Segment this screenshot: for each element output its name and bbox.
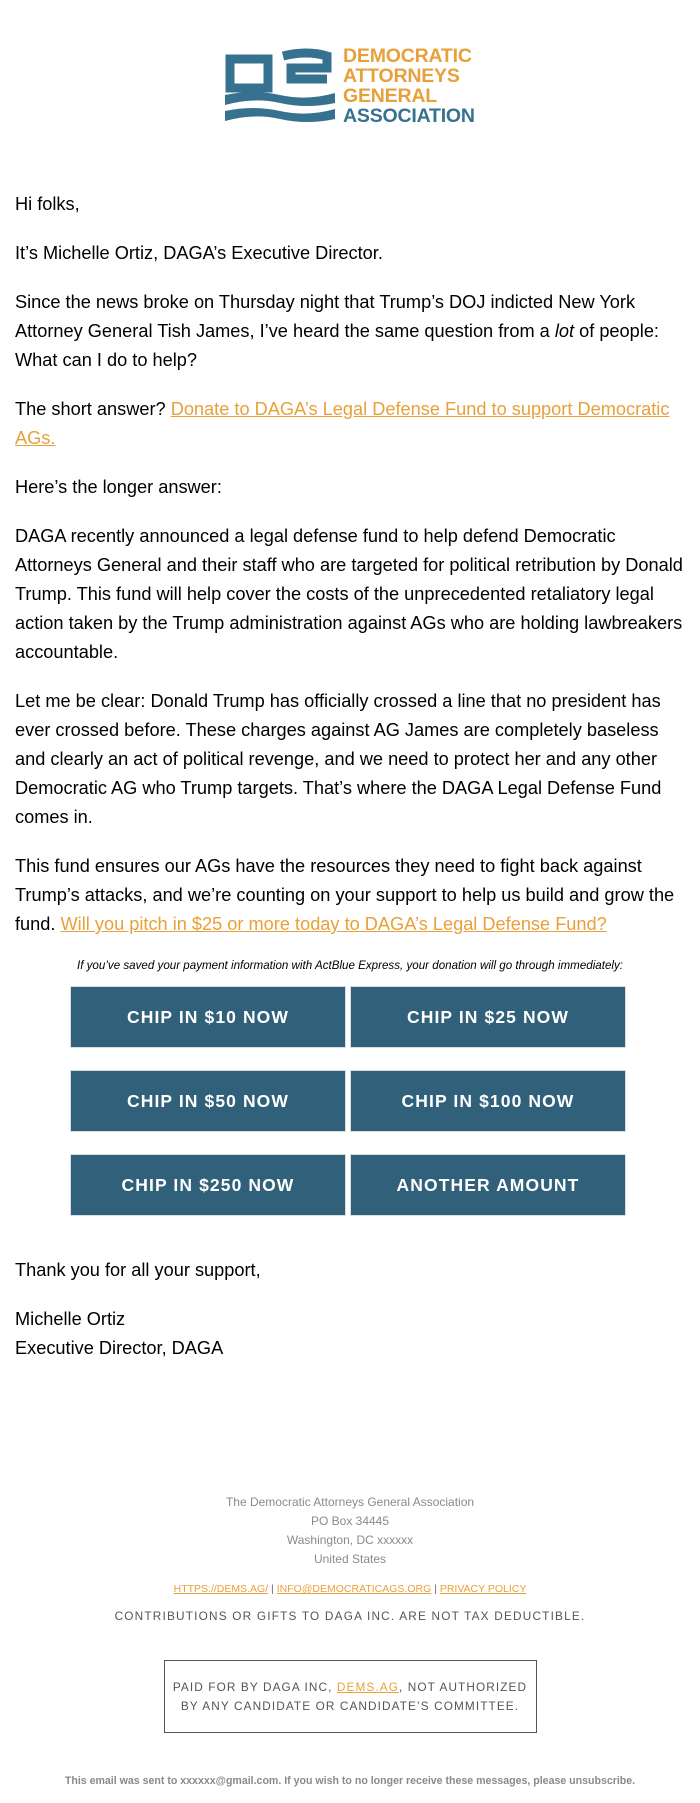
- privacy-policy-link[interactable]: PRIVACY POLICY: [439, 1583, 527, 1595]
- logo-wordmark: [343, 46, 475, 126]
- paid-for-text-end: , NOT AUTHORIZED: [399, 1679, 528, 1694]
- tax-disclaimer: CONTRIBUTIONS OR GIFTS TO DAGA INC. ARE NOT TAX DEDUCTIBLE.: [114, 1609, 586, 1623]
- signature-name: Michelle Ortiz: [15, 1309, 126, 1329]
- paid-for-line-1: [173, 1678, 527, 1697]
- spacer: [15, 1216, 685, 1256]
- email-footer: [0, 1493, 700, 1787]
- question-text-start: Since the news broke on Thursday night that Trump’s DOJ indicted New York Attorney General Tish James, I’ve heard the same question from a: [15, 292, 636, 341]
- be-clear-paragraph: Let me be clear: Donald Trump has officially crossed a line that no president has ever crossed before. These charges against AG James are completely baseless and clearly an act of political revenge, and we need to protect her and any other Democratic AG who Trump targets. That’s where the DAGA Legal Defense Fund comes in.: [15, 691, 662, 827]
- email-contact-link[interactable]: INFO@DEMOCRATICAGS.ORG: [276, 1583, 432, 1595]
- address-po: PO Box 34445: [310, 1514, 390, 1528]
- email-header: [0, 0, 700, 190]
- footer-links: [0, 1583, 700, 1595]
- fund-ensures-text: This fund ensures our AGs have the resources they need to fight back against Trump’s attacks, and we’re counting on your support to help us build and grow the fund.: [15, 856, 675, 934]
- question-text-end: of people: What can I do to help?: [15, 321, 659, 370]
- chip-in-50-button[interactable]: CHIP IN $50 NOW: [70, 1070, 346, 1132]
- email-body: [0, 190, 700, 1363]
- thanks-line: Thank you for all your support,: [15, 1260, 261, 1280]
- pitch-in-link[interactable]: Will you pitch in $25 or more today to DAGA’s Legal Defense Fund?: [60, 914, 607, 934]
- question-paragraph: [15, 288, 685, 375]
- donate-link[interactable]: Donate to DAGA’s Legal Defense Fund to support Democratic AGs.: [15, 399, 670, 448]
- daga-logo[interactable]: [225, 44, 485, 130]
- chip-in-10-button[interactable]: CHIP IN $10 NOW: [70, 986, 346, 1048]
- intro-paragraph: It’s Michelle Ortiz, DAGA’s Executive Director.: [15, 243, 383, 263]
- chip-in-25-button[interactable]: CHIP IN $25 NOW: [350, 986, 626, 1048]
- donation-buttons: [70, 986, 630, 1216]
- chip-in-250-button[interactable]: CHIP IN $250 NOW: [70, 1154, 346, 1216]
- logo-line-3: GENERAL: [343, 85, 437, 107]
- greeting: Hi folks,: [15, 194, 80, 214]
- unsubscribe-notice[interactable]: This email was sent to xxxxxx@gmail.com. If you wish to no longer receive these messages, please unsubscribe.: [64, 1775, 636, 1787]
- longer-answer-heading: Here’s the longer answer:: [15, 477, 222, 497]
- another-amount-button[interactable]: ANOTHER AMOUNT: [350, 1154, 626, 1216]
- link-separator: |: [268, 1583, 277, 1595]
- fund-announcement-paragraph: DAGA recently announced a legal defense fund to help defend Democratic Attorneys General and their staff who are targeted for political retribution by Donald Trump. This fund will help cover the costs of the unprecedented retaliatory legal action taken by the Trump administration against AGs who are holding lawbreakers accountable.: [15, 526, 683, 662]
- actblue-express-note: If you’ve saved your payment information with ActBlue Express, your donation will go through immediately:: [76, 959, 624, 972]
- short-answer-text: The short answer?: [15, 399, 171, 419]
- daga-logo-icon: [225, 47, 335, 129]
- signature-title: Executive Director, DAGA: [15, 1338, 224, 1358]
- chip-in-100-button[interactable]: CHIP IN $100 NOW: [350, 1070, 626, 1132]
- website-link[interactable]: HTTPS://DEMS.AG/: [173, 1583, 269, 1595]
- logo-line-4: ASSOCIATION: [343, 105, 475, 127]
- address-city: Washington, DC xxxxxx: [286, 1533, 414, 1547]
- paid-for-line-2: BY ANY CANDIDATE OR CANDIDATE’S COMMITTEE.: [180, 1698, 520, 1713]
- mailing-address: [0, 1493, 700, 1569]
- paid-for-text: PAID FOR BY DAGA INC,: [172, 1679, 337, 1694]
- logo-line-2: ATTORNEYS: [343, 65, 460, 87]
- short-answer-paragraph: [15, 395, 685, 453]
- dems-ag-link[interactable]: DEMS.AG: [336, 1679, 399, 1694]
- footer-spacer: [0, 1363, 700, 1493]
- address-country: United States: [313, 1552, 387, 1566]
- link-separator: |: [431, 1583, 440, 1595]
- question-emphasis: lot: [554, 321, 575, 341]
- signature: [15, 1305, 685, 1363]
- fund-ensures-paragraph: [15, 852, 685, 939]
- logo-line-1: DEMOCRATIC: [343, 45, 472, 67]
- paid-for-box: [164, 1660, 537, 1733]
- address-org: The Democratic Attorneys General Association: [225, 1495, 475, 1509]
